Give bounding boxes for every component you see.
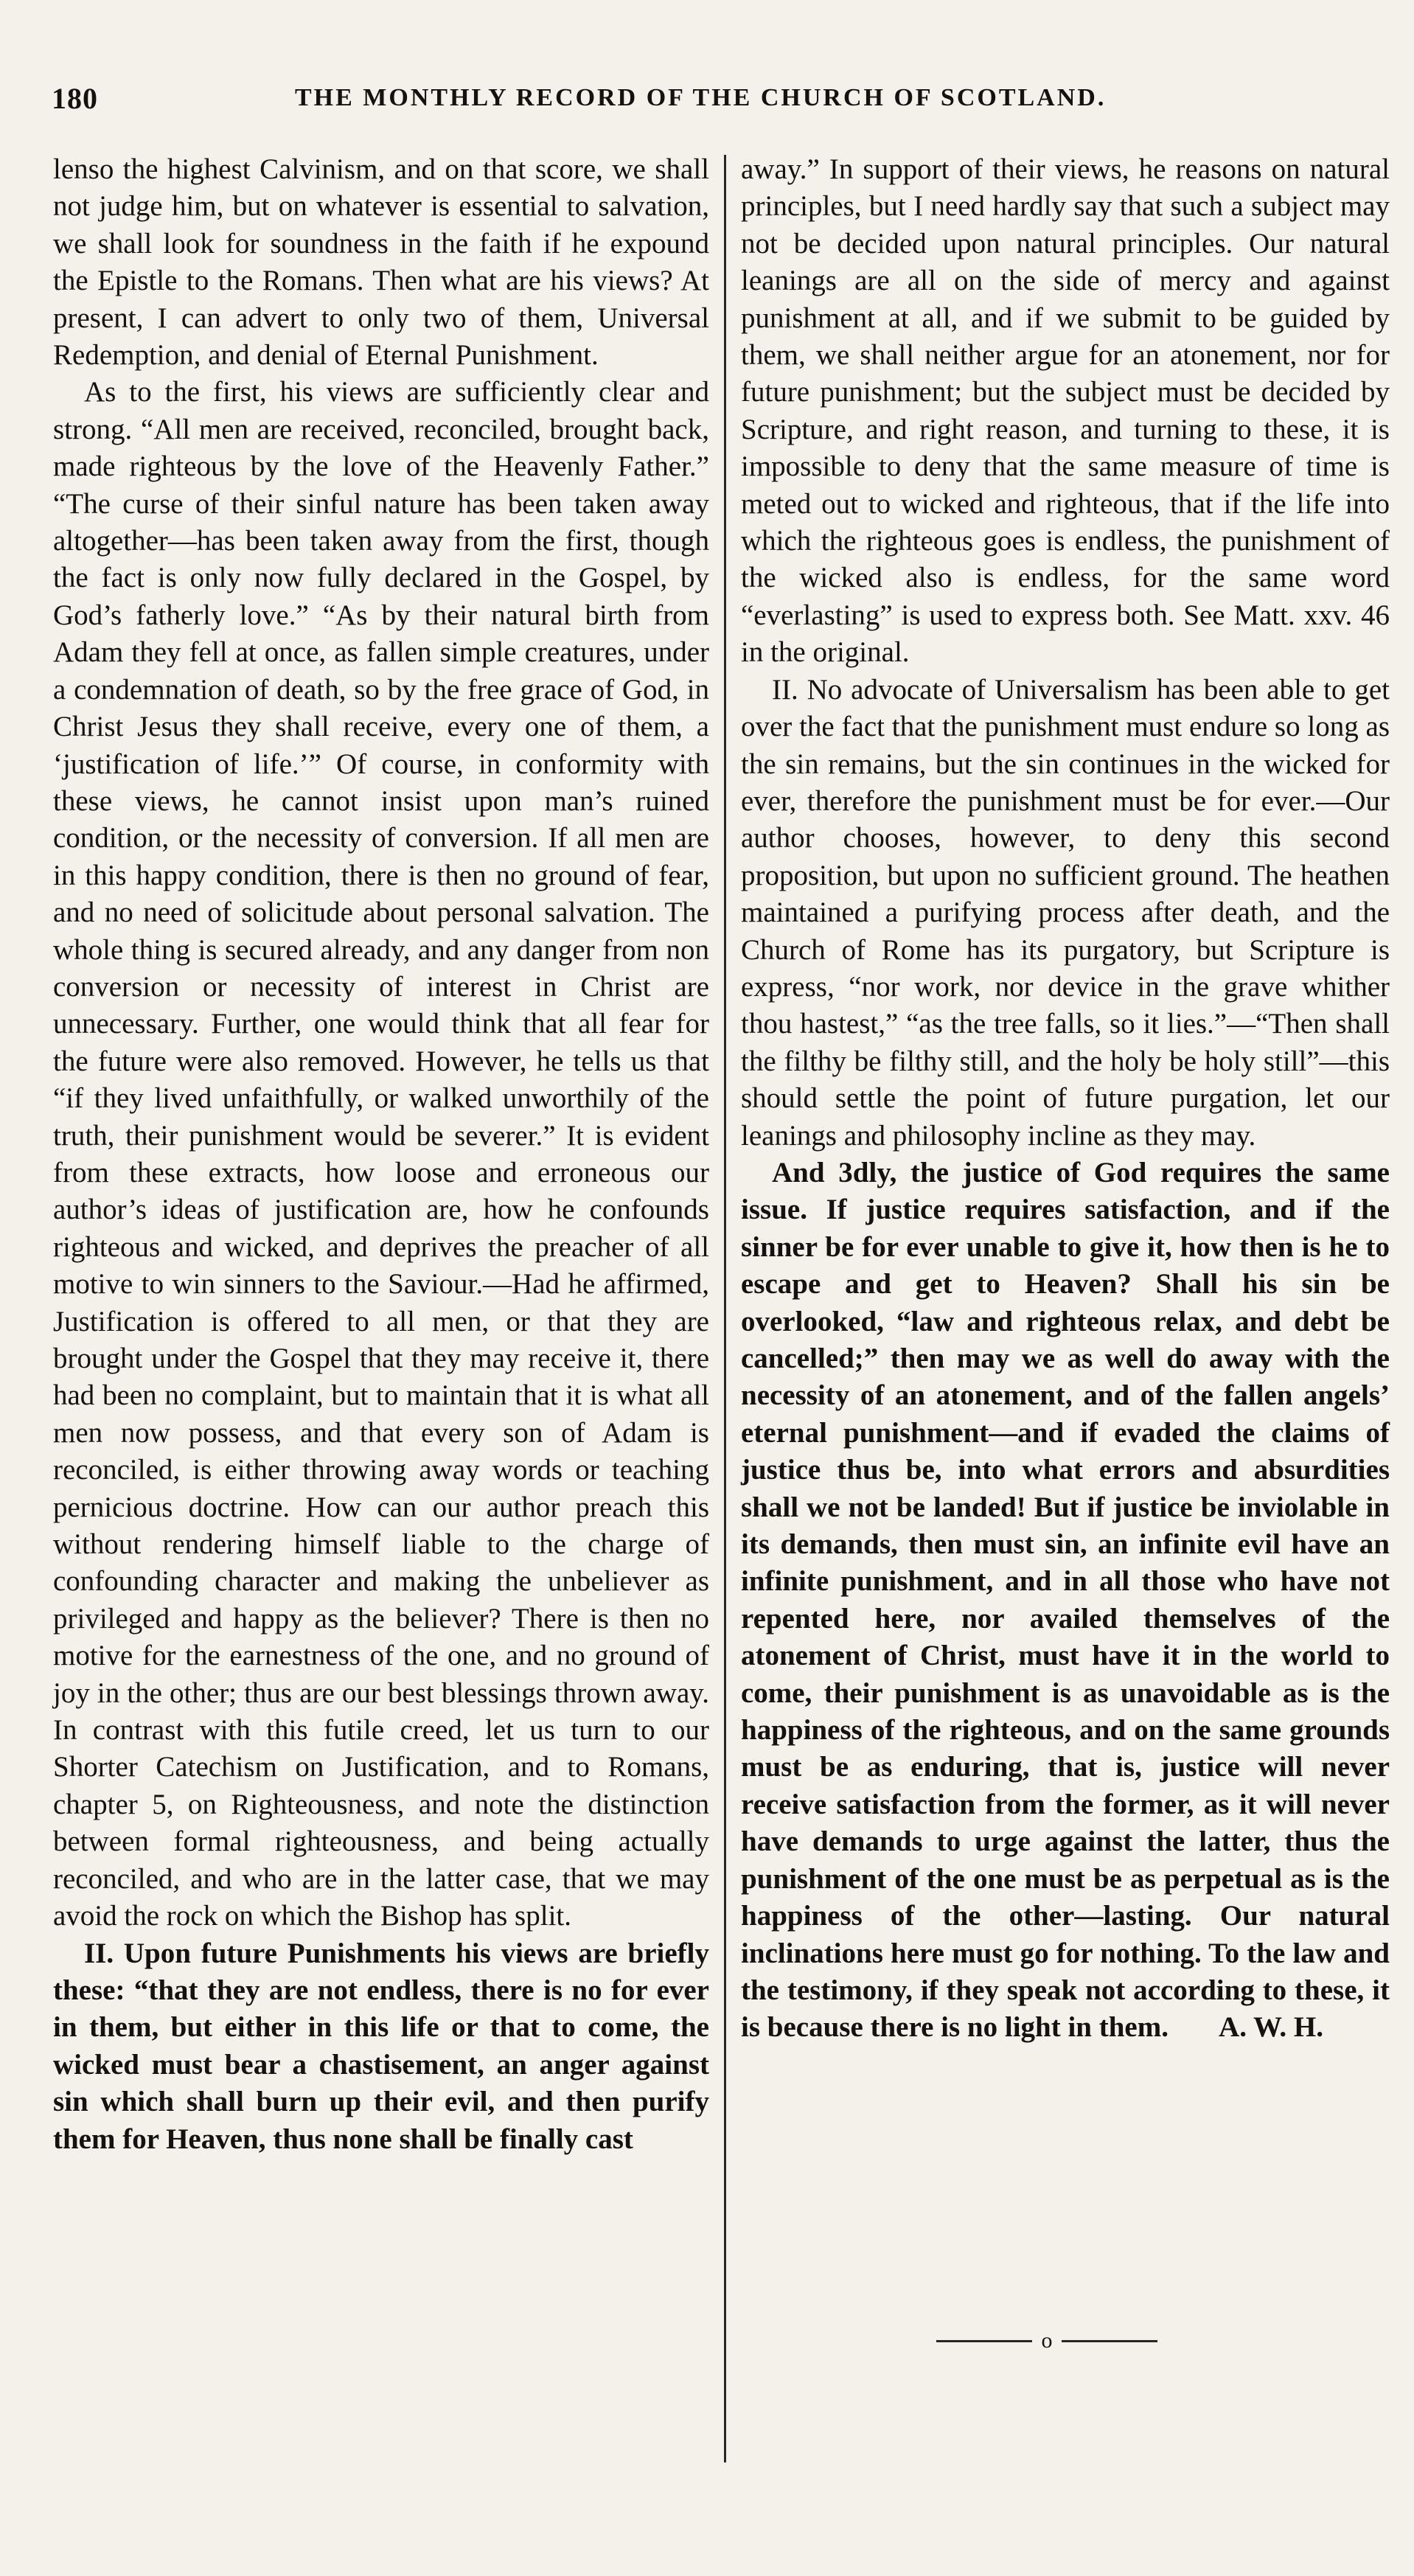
right-paragraph-1: away.” In support of their views, he reasons on natural principles, but I need hardly say that such a subject may not be decided upon natural principles. Our natural leanings are all on the side of mercy and against punishment at all, and if we submit to be guided by them, we shall neither argue for an atonement, nor for future punishment; but the subject must be decided by Scripture, and right reason, and turning to these, it is impossible to deny that the same measure of time is meted out to wicked and righteous, that if the life into which the righteous goes is endless, the punishment of the wicked also is endless, for the same word “everlasting” is used to express both. See Matt. xxv. 46 in the original.	[741, 153, 1390, 669]
ornament-mark: o	[1037, 2330, 1057, 2352]
column-divider-rule	[724, 155, 726, 2462]
section-end-ornament	[936, 2330, 1157, 2352]
left-column	[53, 151, 709, 2474]
ornament-rule-left	[936, 2340, 1032, 2342]
left-paragraph-1: lenso the highest Calvinism, and on that score, we shall not judge him, but on whatever is essential to salvation, we shall look for soundness in the faith if he expound the Epistle to the Romans. Then what are his views? At present, I can advert to only two of them, Universal Redemption, and denial of Eternal Punishment.	[53, 153, 709, 372]
ornament-rule-right	[1062, 2340, 1157, 2342]
running-title: THE MONTHLY RECORD OF THE CHURCH OF SCOTLAND.	[295, 84, 1107, 111]
left-paragraph-2: As to the first, his views are sufficiently clear and strong. “All men are received, reconciled, brought back, made righteous by the love of the Heavenly Father.” “The curse of their sinful nature has been taken away altogether—has been taken away from the first, though the fact is only now fully declared in the Gospel, by God’s fatherly love.” “As by their natural birth from Adam they fell at once, as fallen simple creatures, under a condemnation of death, so by the free grace of God, in Christ Jesus they shall receive, every one of them, a ‘justification of life.’” Of course, in conformity with these views, he cannot insist upon man’s ruined condition, or the necessity of conversion. If all men are in this happy condition, there is then no ground of fear, and no need of solicitude about personal salvation. The whole thing is secured already, and any danger from non conversion or necessity of interest in Christ are unnecessary. Further, one would think that all fear for the future were also removed. However, he tells us that “if they lived unfaithfully, or walked unworthily of the truth, their punishment would be severer.” It is evident from these extracts, how loose and erroneous our author’s ideas of justification are, how he confounds righteous and wicked, and deprives the preacher of all motive to win sinners to the Saviour.—Had he affirmed, Justification is offered to all men, or that they are brought under the Gospel that they may receive it, there had been no complaint, but to maintain that it is what all men now possess, and that every son of Adam is reconciled, is either throwing away words or teaching pernicious doctrine. How can our author preach this without rendering himself liable to the charge of confounding character and making the unbeliever as privileged and happy as the believer? There is then no motive for the earnestness of the one, and no ground of joy in the other; thus are our best blessings thrown away. In contrast with this futile creed, let us turn to our Shorter Catechism on Justification, and to Romans, chapter 5, on Righteousness, and note the distinction between formal righteousness, and being actually reconciled, and who are in the latter case, that we may avoid the rock on which the Bishop has split.	[53, 376, 709, 1932]
left-paragraph-3: II. Upon future Punishments his views are briefly these: “that they are not endless, there is no for ever in them, but either in this life or that to come, the wicked must bear a chastisement, an anger against sin which shall burn up their evil, and then purify them for Heaven, thus none shall be finally cast	[53, 1937, 709, 2155]
right-paragraph-3: And 3dly, the justice of God requires the same issue. If justice requires satisfaction, and if the sinner be for ever unable to give it, how then is he to escape and get to Heaven? Shall his sin be overlooked, “law and righteous relax, and debt be cancelled;” then may we as well do away with the necessity of an atonement, and of the fallen angels’ eternal punishment—and if evaded the claims of justice thus be, into what errors and absurdities shall we not be landed! But if justice be inviolable in its demands, then must sin, an infinite evil have an infinite punishment, and in all those who have not repented here, nor availed themselves of the atonement of Christ, must have it in the world to come, their punishment is as unavoidable as is the happiness of the righteous, and on the same grounds must be as enduring, that is, justice will never receive satisfaction from the former, as it will never have demands to urge against the latter, thus the punishment of the one must be as perpetual as is the happiness of the other—lasting. Our natural inclinations here must go for nothing. To the law and the testimony, if they speak not according to these, it is because there is no light in them.	[741, 1156, 1390, 2044]
author-signature: A. W. H.	[1219, 2011, 1323, 2044]
right-column	[741, 151, 1390, 2289]
page-number: 180	[52, 82, 98, 115]
right-paragraph-2: II. No advocate of Universalism has been able to get over the fact that the punishment must endure so long as the sin remains, but the sin continues in the wicked for ever, therefore the punishment must be for ever.—Our author chooses, however, to deny this second proposition, but upon no sufficient ground. The heathen maintained a purifying process after death, and the Church of Rome has its purgatory, but Scripture is express, “nor work, nor device in the grave whither thou hastest,” “as the tree falls, so it lies.”—“Then shall the filthy be filthy still, and the holy be holy still”—this should settle the point of future purgation, let our leanings and philosophy incline as they may.	[741, 673, 1390, 1152]
page-header	[29, 81, 1356, 125]
